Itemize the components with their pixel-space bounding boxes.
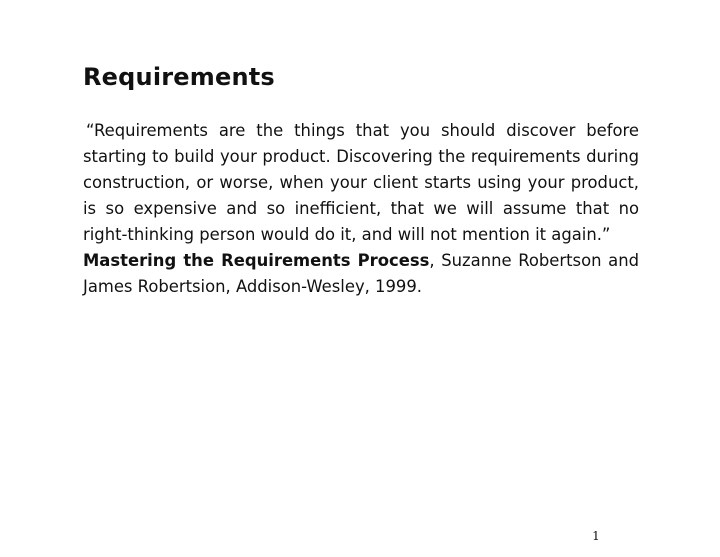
citation-book-title: Mastering the Requirements Process — [83, 251, 430, 270]
citation-details: Suzanne Robertson and James Robertsion, Addison-Wesley, 1999. — [83, 251, 639, 296]
slide-title: Requirements — [83, 63, 275, 91]
citation — [83, 248, 639, 300]
quote-text: “Requirements are the things that you should discover before starting to build your product. Discovering the requirements during construction, or worse, when your client starts using your product, is so expensive and so inefficient, that we will assume that no right-thinking person would do it, and will not mention it again.” — [83, 121, 639, 244]
page-number: 1 — [592, 529, 600, 543]
citation-separator: , — [429, 251, 435, 270]
quote-block — [83, 118, 639, 300]
